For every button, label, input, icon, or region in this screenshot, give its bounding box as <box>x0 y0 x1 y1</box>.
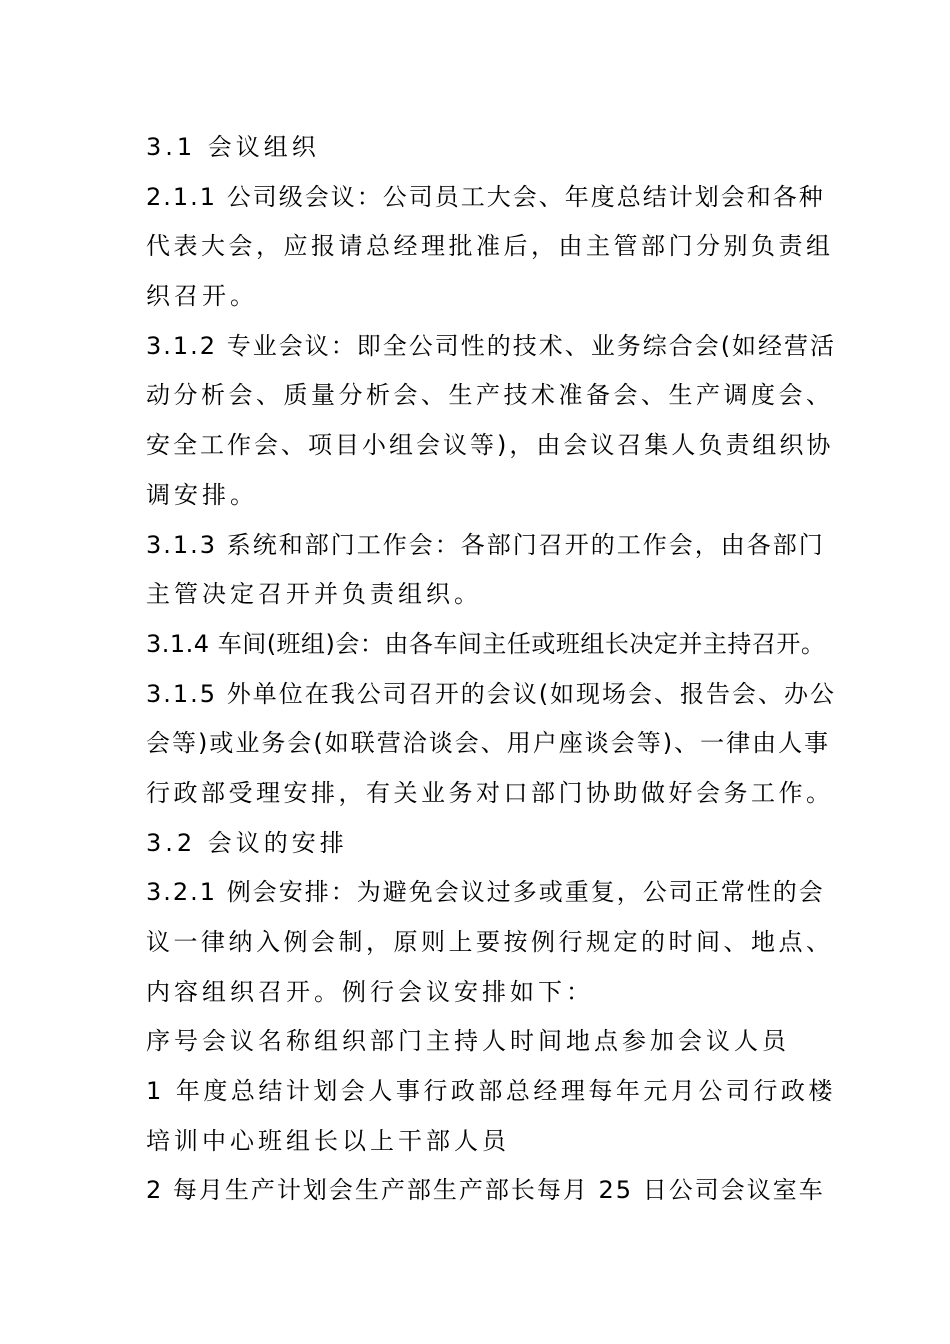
section-heading-3-1: 3.1 会议组织 <box>146 133 320 161</box>
paragraph-line: 代表大会，应报请总经理批准后，由主管部门分别负责组 <box>146 232 834 261</box>
paragraph-line: 3.1.3 系统和部门工作会：各部门召开的工作会，由各部门 <box>146 530 825 559</box>
paragraph-line: 3.1.4 车间(班组)会：由各车间主任或班组长决定并主持召开。 <box>146 629 826 658</box>
paragraph-line: 内容组织召开。例行会议安排如下： <box>146 977 594 1006</box>
paragraph-line: 会等)或业务会(如联营洽谈会、用户座谈会等)、一律由人事 <box>146 729 831 758</box>
table-header-line: 序号会议名称组织部门主持人时间地点参加会议人员 <box>146 1027 790 1056</box>
paragraph-line: 安全工作会、项目小组会议等)，由会议召集人负责组织协 <box>146 431 834 460</box>
paragraph-line: 2.1.1 公司级会议：公司员工大会、年度总结计划会和各种 <box>146 182 825 211</box>
paragraph-line: 主管决定召开并负责组织。 <box>146 580 482 609</box>
paragraph-line: 织召开。 <box>146 282 258 311</box>
table-row-line: 1 年度总结计划会人事行政部总经理每年元月公司行政楼 <box>146 1077 836 1106</box>
paragraph-line: 调安排。 <box>146 480 258 509</box>
table-row-line: 2 每月生产计划会生产部生产部长每月 25 日公司会议室车 <box>146 1176 825 1205</box>
document-body <box>146 123 837 1216</box>
table-row-line: 培训中心班组长以上干部人员 <box>146 1126 510 1155</box>
paragraph-line: 行政部受理安排，有关业务对口部门协助做好会务工作。 <box>146 778 834 807</box>
paragraph-line: 议一律纳入例会制，原则上要按例行规定的时间、地点、 <box>146 928 834 956</box>
section-heading-3-2: 3.2 会议的安排 <box>146 828 348 857</box>
paragraph-line: 3.2.1 例会安排：为避免会议过多或重复，公司正常性的会 <box>146 878 825 907</box>
paragraph-line: 动分析会、质量分析会、生产技术准备会、生产调度会、 <box>146 381 834 410</box>
paragraph-line: 3.1.5 外单位在我公司召开的会议(如现场会、报告会、办公 <box>146 679 837 708</box>
paragraph-line: 3.1.2 专业会议：即全公司性的技术、业务综合会(如经营活 <box>146 331 837 360</box>
